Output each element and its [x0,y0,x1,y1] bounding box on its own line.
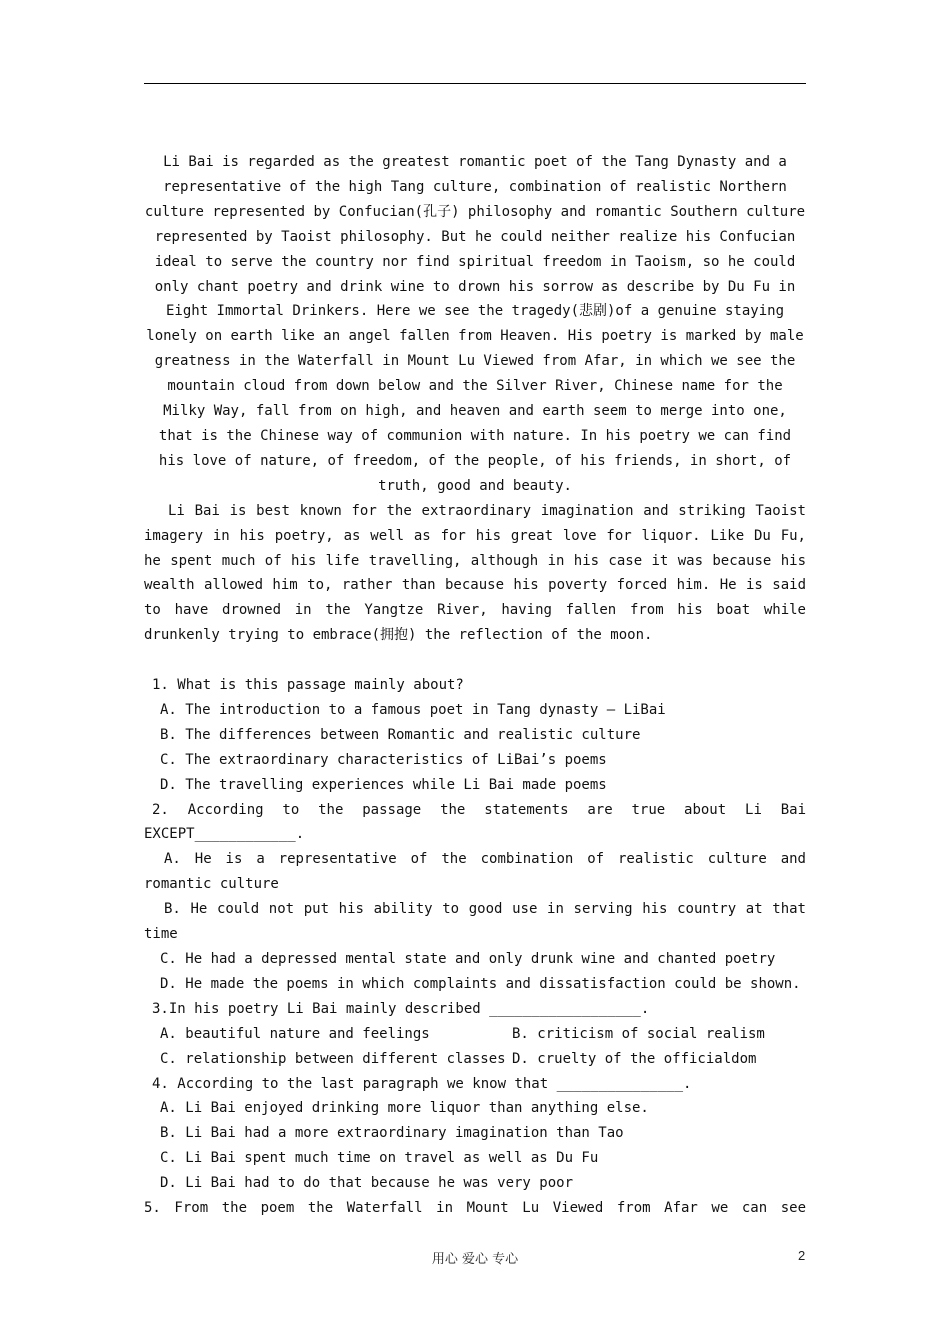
question-2 [144,798,806,997]
option-b: B. He could not put his ability to good use in serving his country at that time [144,901,806,943]
passage-paragraph-1: Li Bai is regarded as the greatest romantic poet of the Tang Dynasty and a representative of the high Tang culture, combination of realistic Northern culture represented by Confucian(孔子) philosophy and romantic Southern culture represented by Taoist philosophy. But he could neither realize his Confucian ideal to serve the country nor find spiritual freedom in Taoism, so he could only chant poetry and drink wine to drown his sorrow as describe by Du Fu in Eight Immortal Drinkers. Here we see the tragedy(悲剧)of a genuine staying lonely on earth like an angel fallen from Heaven. His poetry is marked by male greatness in the Waterfall in Mount Lu Viewed from Afar, in which we see the mountain cloud from down below and the Silver River, Chinese name for the Milky Way, fall from on high, and heaven and earth seem to merge into one, that is the Chinese way of communion with nature. In his poetry we can find his love of nature, of freedom, of the people, of his friends, in short, of truth, good and beauty. [144,154,806,494]
option-d: D. The travelling experiences while Li Bai made poems [160,776,607,793]
document-body [144,150,806,1221]
header-rule [144,83,806,84]
question-1 [144,673,806,798]
option-b: B. The differences between Romantic and realistic culture [160,726,641,743]
option-d: D. cruelty of the officialdom [512,1050,757,1067]
option-c: C. He had a depressed mental state and only drunk wine and chanted poetry [160,950,776,967]
question-stem: 4. According to the last paragraph we know that _______________. [152,1075,692,1092]
option-c: C. The extraordinary characteristics of LiBai’s poems [160,751,607,768]
options-row-2 [144,1047,806,1072]
option-d: D. He made the poems in which complaints and dissatisfaction could be shown. [160,975,801,992]
question-stem: 5. From the poem the Waterfall in Mount Lu Viewed from Afar we can see [144,1200,806,1217]
page-number: 2 [798,1248,806,1263]
question-stem: 1. What is this passage mainly about? [152,677,464,694]
question-stem: 3.In his poetry Li Bai mainly described __________________. [152,1000,650,1017]
question-4 [144,1072,806,1197]
passage-paragraph-2: Li Bai is best known for the extraordinary imagination and striking Taoist imagery in his poetry, as well as for his great love for liquor. Like Du Fu, he spent much of his life travelling, although in his case it was because his wealth allowed him to, rather than because his poverty forced him. He is said to have drowned in the Yangtze River, having fallen from his boat while drunkenly trying to embrace(拥抱) the reflection of the moon. [144,502,806,644]
option-b: B. criticism of social realism [512,1025,765,1042]
option-d: D. Li Bai had to do that because he was very poor [160,1175,574,1192]
option-a: A. The introduction to a famous poet in Tang dynasty — LiBai [160,701,666,718]
option-a: A. He is a representative of the combination of realistic culture and romantic culture [144,851,806,893]
question-5 [144,1196,806,1221]
option-c: C. relationship between different classes [160,1050,506,1067]
question-stem: 2. According to the passage the statements are true about Li Bai EXCEPT____________. [144,801,806,843]
option-a: A. beautiful nature and feelings [160,1025,430,1042]
option-c: C. Li Bai spent much time on travel as well as Du Fu [160,1150,599,1167]
question-3 [144,997,806,1072]
option-b: B. Li Bai had a more extraordinary imagination than Tao [160,1125,624,1142]
options-row-1 [144,1022,806,1047]
footer-motto: 用心 爱心 专心 [431,1252,519,1267]
option-a: A. Li Bai enjoyed drinking more liquor than anything else. [160,1100,649,1117]
spacer [144,648,806,673]
